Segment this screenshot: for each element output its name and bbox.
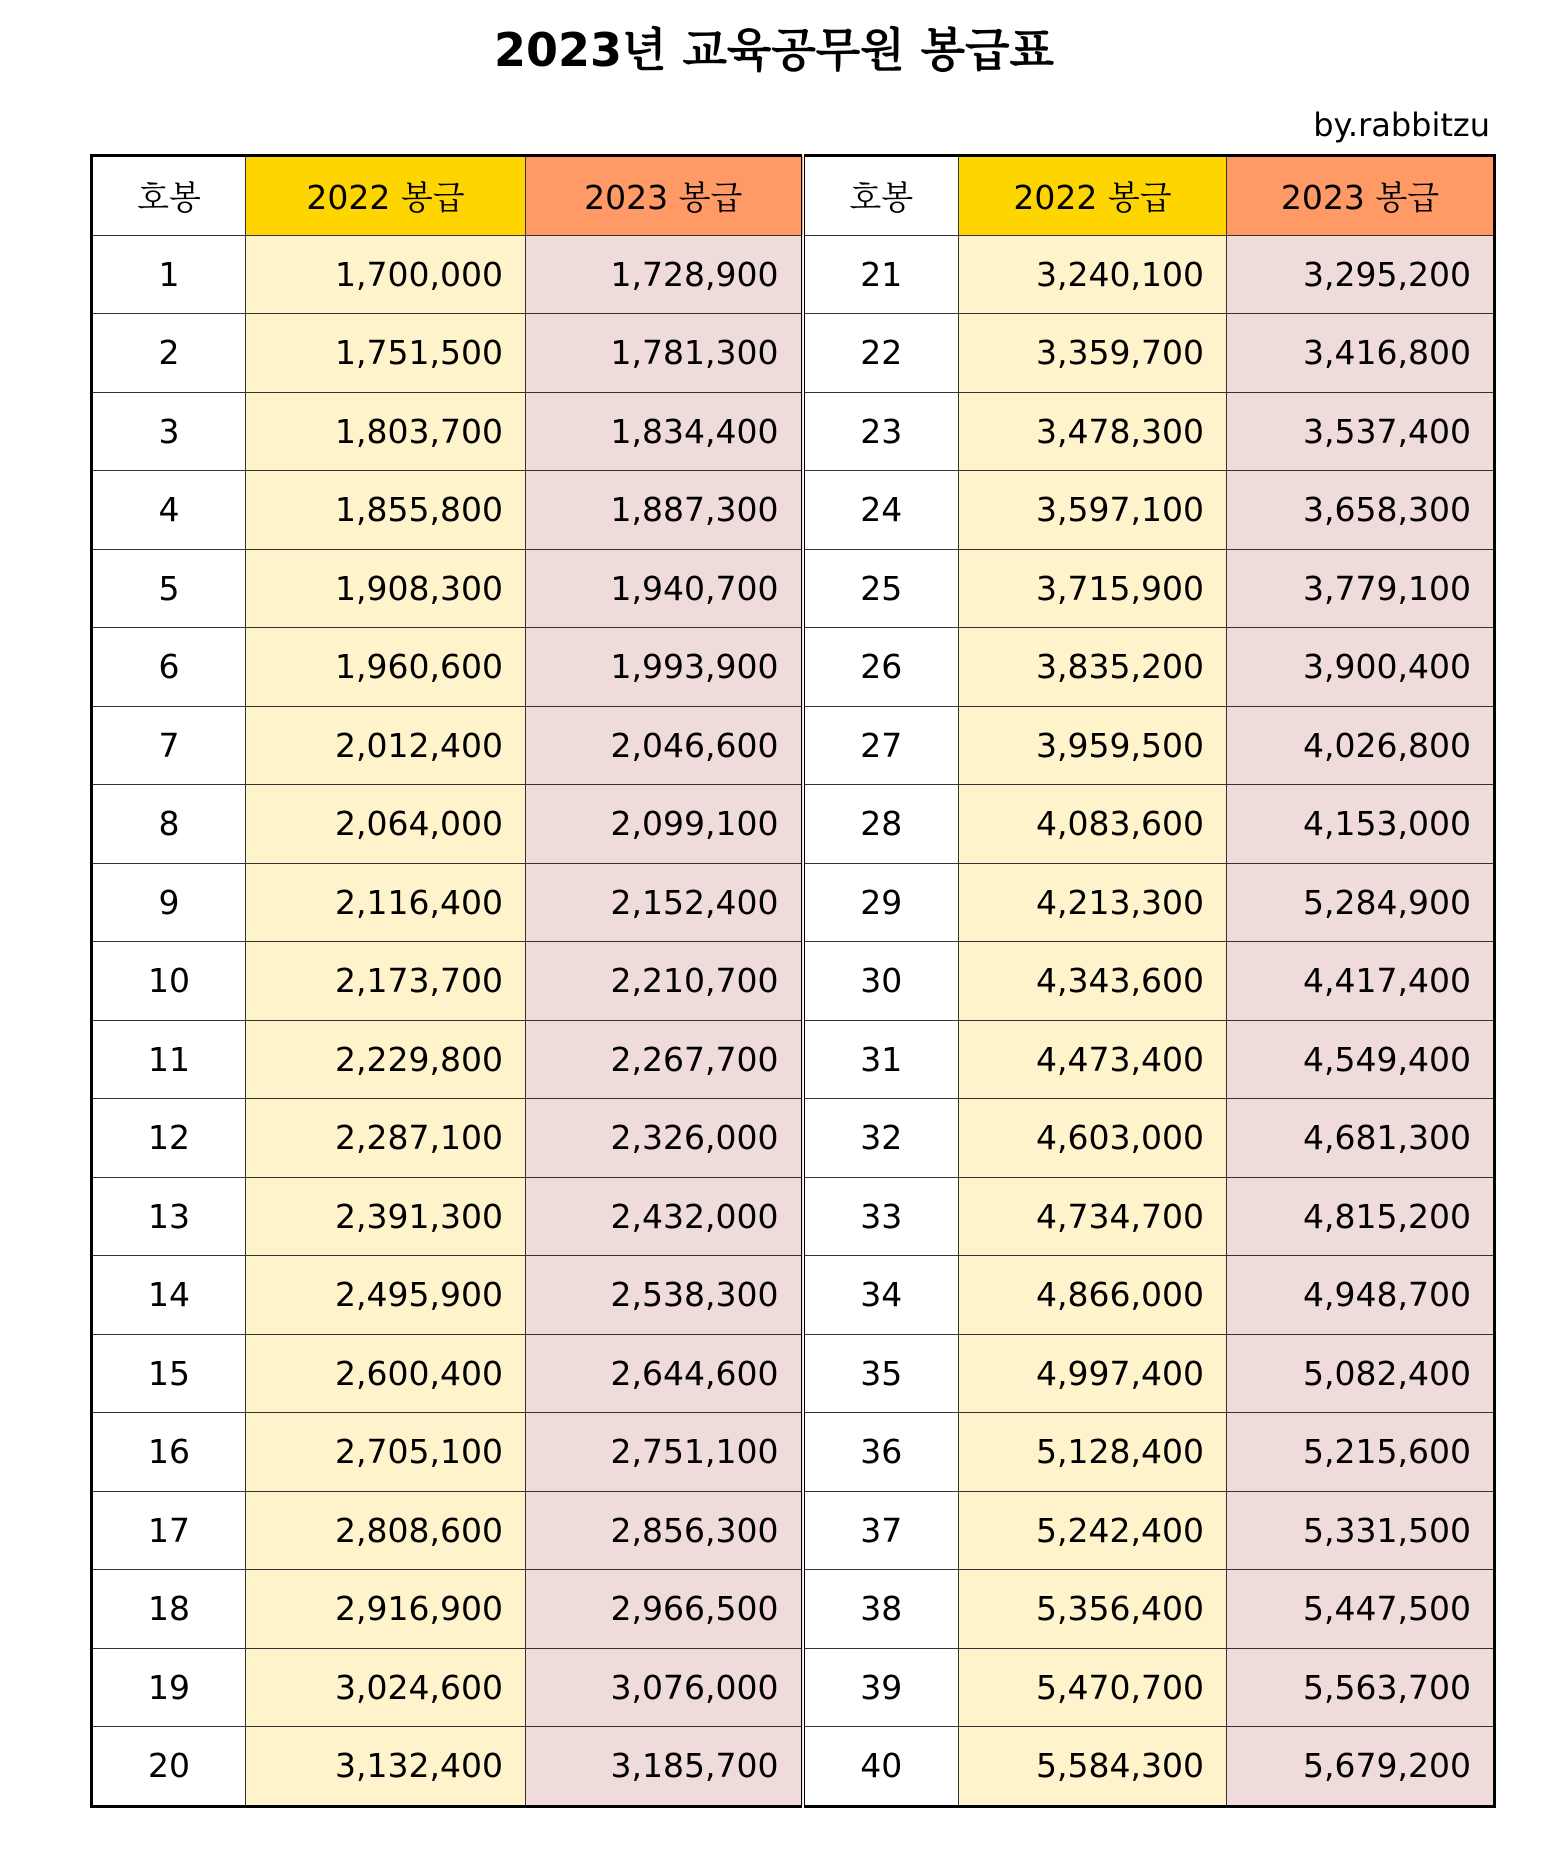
- salary-2022-cell: 3,835,200: [959, 628, 1227, 707]
- salary-2023-cell: 3,900,400: [1227, 628, 1495, 707]
- step-cell: 31: [803, 1020, 959, 1099]
- table-row: [92, 1413, 1495, 1492]
- step-cell: 30: [803, 942, 959, 1021]
- table-row: [92, 628, 1495, 707]
- salary-2022-cell: 2,705,100: [246, 1413, 526, 1492]
- salary-2022-cell: 5,242,400: [959, 1491, 1227, 1570]
- salary-2023-cell: 4,417,400: [1227, 942, 1495, 1021]
- table-row: [92, 706, 1495, 785]
- salary-2023-cell: 3,537,400: [1227, 392, 1495, 471]
- salary-2023-cell: 4,681,300: [1227, 1099, 1495, 1178]
- header-step: 호봉: [92, 156, 246, 236]
- salary-2023-cell: 4,026,800: [1227, 706, 1495, 785]
- table-row: [92, 392, 1495, 471]
- step-cell: 28: [803, 785, 959, 864]
- salary-2023-cell: 4,153,000: [1227, 785, 1495, 864]
- salary-2022-cell: 3,597,100: [959, 471, 1227, 550]
- salary-2023-cell: 4,549,400: [1227, 1020, 1495, 1099]
- table-row: [92, 314, 1495, 393]
- salary-2022-cell: 3,132,400: [246, 1727, 526, 1807]
- step-cell: 26: [803, 628, 959, 707]
- step-cell: 19: [92, 1648, 246, 1727]
- salary-2023-cell: 1,834,400: [526, 392, 803, 471]
- step-cell: 6: [92, 628, 246, 707]
- salary-2022-cell: 3,715,900: [959, 549, 1227, 628]
- salary-2022-cell: 5,128,400: [959, 1413, 1227, 1492]
- step-cell: 11: [92, 1020, 246, 1099]
- step-cell: 33: [803, 1177, 959, 1256]
- salary-2022-cell: 2,808,600: [246, 1491, 526, 1570]
- step-cell: 22: [803, 314, 959, 393]
- step-cell: 37: [803, 1491, 959, 1570]
- table-row: [92, 1570, 1495, 1649]
- step-cell: 1: [92, 235, 246, 314]
- step-cell: 16: [92, 1413, 246, 1492]
- table-row: [92, 235, 1495, 314]
- table-row: [92, 1020, 1495, 1099]
- header-2023-salary: 2023 봉급: [526, 156, 803, 236]
- salary-2023-cell: 5,447,500: [1227, 1570, 1495, 1649]
- salary-2022-cell: 2,064,000: [246, 785, 526, 864]
- salary-2023-cell: 5,331,500: [1227, 1491, 1495, 1570]
- header-2023-salary: 2023 봉급: [1227, 156, 1495, 236]
- salary-2023-cell: 4,815,200: [1227, 1177, 1495, 1256]
- table-row: [92, 1648, 1495, 1727]
- step-cell: 35: [803, 1334, 959, 1413]
- step-cell: 14: [92, 1256, 246, 1335]
- salary-2022-cell: 4,343,600: [959, 942, 1227, 1021]
- salary-2022-cell: 4,603,000: [959, 1099, 1227, 1178]
- salary-2022-cell: 2,012,400: [246, 706, 526, 785]
- salary-2022-cell: 3,240,100: [959, 235, 1227, 314]
- salary-2023-cell: 2,432,000: [526, 1177, 803, 1256]
- table-row: [92, 942, 1495, 1021]
- salary-2022-cell: 1,751,500: [246, 314, 526, 393]
- salary-2022-cell: 2,287,100: [246, 1099, 526, 1178]
- table-row: [92, 549, 1495, 628]
- salary-2023-cell: 2,538,300: [526, 1256, 803, 1335]
- salary-2023-cell: 5,563,700: [1227, 1648, 1495, 1727]
- salary-2022-cell: 3,478,300: [959, 392, 1227, 471]
- salary-2023-cell: 4,948,700: [1227, 1256, 1495, 1335]
- table-row: [92, 1727, 1495, 1807]
- salary-2023-cell: 5,679,200: [1227, 1727, 1495, 1807]
- salary-2022-cell: 2,173,700: [246, 942, 526, 1021]
- salary-2023-cell: 5,082,400: [1227, 1334, 1495, 1413]
- table-row: [92, 785, 1495, 864]
- salary-2022-cell: 3,959,500: [959, 706, 1227, 785]
- step-cell: 36: [803, 1413, 959, 1492]
- salary-2022-cell: 4,866,000: [959, 1256, 1227, 1335]
- step-cell: 20: [92, 1727, 246, 1807]
- salary-2022-cell: 3,024,600: [246, 1648, 526, 1727]
- step-cell: 9: [92, 863, 246, 942]
- step-cell: 38: [803, 1570, 959, 1649]
- salary-2022-cell: 5,470,700: [959, 1648, 1227, 1727]
- step-cell: 4: [92, 471, 246, 550]
- table-row: [92, 1256, 1495, 1335]
- salary-2022-cell: 2,916,900: [246, 1570, 526, 1649]
- salary-2023-cell: 2,046,600: [526, 706, 803, 785]
- step-cell: 27: [803, 706, 959, 785]
- step-cell: 17: [92, 1491, 246, 1570]
- salary-2022-cell: 1,700,000: [246, 235, 526, 314]
- salary-2022-cell: 4,734,700: [959, 1177, 1227, 1256]
- step-cell: 8: [92, 785, 246, 864]
- salary-2022-cell: 2,495,900: [246, 1256, 526, 1335]
- salary-2023-cell: 5,215,600: [1227, 1413, 1495, 1492]
- salary-2022-cell: 3,359,700: [959, 314, 1227, 393]
- salary-2023-cell: 1,993,900: [526, 628, 803, 707]
- step-cell: 32: [803, 1099, 959, 1178]
- salary-2022-cell: 1,855,800: [246, 471, 526, 550]
- step-cell: 5: [92, 549, 246, 628]
- step-cell: 21: [803, 235, 959, 314]
- salary-2023-cell: 1,887,300: [526, 471, 803, 550]
- step-cell: 25: [803, 549, 959, 628]
- salary-2023-cell: 2,856,300: [526, 1491, 803, 1570]
- salary-2022-cell: 1,803,700: [246, 392, 526, 471]
- step-cell: 24: [803, 471, 959, 550]
- salary-table: [90, 154, 1496, 1808]
- table-row: [92, 1334, 1495, 1413]
- header-row: [92, 156, 1495, 236]
- salary-2023-cell: 2,326,000: [526, 1099, 803, 1178]
- salary-2023-cell: 3,076,000: [526, 1648, 803, 1727]
- table-row: [92, 1491, 1495, 1570]
- salary-2022-cell: 5,584,300: [959, 1727, 1227, 1807]
- salary-2022-cell: 4,997,400: [959, 1334, 1227, 1413]
- step-cell: 40: [803, 1727, 959, 1807]
- author-credit: by.rabbitzu: [1313, 106, 1490, 144]
- step-cell: 34: [803, 1256, 959, 1335]
- header-2022-salary: 2022 봉급: [959, 156, 1227, 236]
- page-title: 2023년 교육공무원 봉급표: [494, 23, 1054, 77]
- salary-2022-cell: 5,356,400: [959, 1570, 1227, 1649]
- salary-2023-cell: 2,751,100: [526, 1413, 803, 1492]
- header-2022-salary: 2022 봉급: [246, 156, 526, 236]
- salary-2023-cell: 2,152,400: [526, 863, 803, 942]
- step-cell: 29: [803, 863, 959, 942]
- salary-2023-cell: 2,267,700: [526, 1020, 803, 1099]
- salary-2023-cell: 3,658,300: [1227, 471, 1495, 550]
- step-cell: 3: [92, 392, 246, 471]
- step-cell: 13: [92, 1177, 246, 1256]
- salary-2022-cell: 2,229,800: [246, 1020, 526, 1099]
- salary-2022-cell: 4,213,300: [959, 863, 1227, 942]
- salary-2022-cell: 1,908,300: [246, 549, 526, 628]
- salary-2022-cell: 4,083,600: [959, 785, 1227, 864]
- step-cell: 18: [92, 1570, 246, 1649]
- salary-2022-cell: 1,960,600: [246, 628, 526, 707]
- step-cell: 10: [92, 942, 246, 1021]
- salary-2022-cell: 2,600,400: [246, 1334, 526, 1413]
- salary-2023-cell: 2,099,100: [526, 785, 803, 864]
- salary-2023-cell: 5,284,900: [1227, 863, 1495, 942]
- header-step: 호봉: [803, 156, 959, 236]
- table-row: [92, 471, 1495, 550]
- table-row: [92, 1099, 1495, 1178]
- salary-2023-cell: 1,781,300: [526, 314, 803, 393]
- salary-2023-cell: 3,185,700: [526, 1727, 803, 1807]
- salary-2023-cell: 2,210,700: [526, 942, 803, 1021]
- salary-2022-cell: 2,116,400: [246, 863, 526, 942]
- step-cell: 15: [92, 1334, 246, 1413]
- salary-2023-cell: 1,728,900: [526, 235, 803, 314]
- salary-2022-cell: 4,473,400: [959, 1020, 1227, 1099]
- salary-2023-cell: 3,416,800: [1227, 314, 1495, 393]
- salary-2022-cell: 2,391,300: [246, 1177, 526, 1256]
- table-row: [92, 863, 1495, 942]
- salary-2023-cell: 2,644,600: [526, 1334, 803, 1413]
- table-row: [92, 1177, 1495, 1256]
- step-cell: 12: [92, 1099, 246, 1178]
- salary-2023-cell: 3,779,100: [1227, 549, 1495, 628]
- salary-2023-cell: 2,966,500: [526, 1570, 803, 1649]
- step-cell: 39: [803, 1648, 959, 1727]
- salary-2023-cell: 1,940,700: [526, 549, 803, 628]
- step-cell: 23: [803, 392, 959, 471]
- step-cell: 7: [92, 706, 246, 785]
- salary-2023-cell: 3,295,200: [1227, 235, 1495, 314]
- step-cell: 2: [92, 314, 246, 393]
